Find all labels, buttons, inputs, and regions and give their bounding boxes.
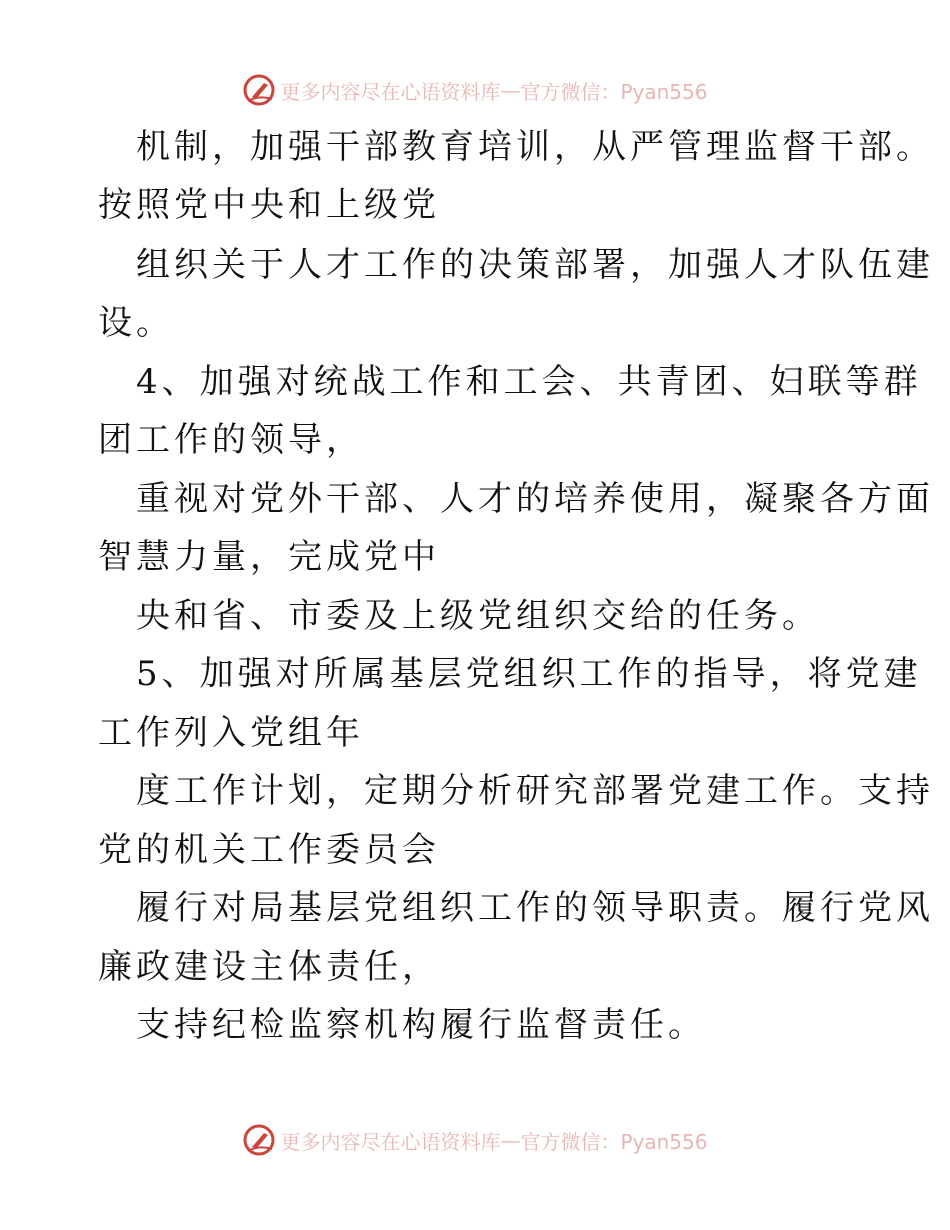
text-line: 5、加强对所属基层党组织工作的指导，将党建 — [136, 654, 922, 694]
text-line: 按照党中央和上级党 — [98, 185, 440, 225]
text-line: 组织关于人才工作的决策部署，加强人才队伍建 — [136, 245, 934, 285]
pen-logo-icon — [242, 73, 276, 107]
text-line: 团工作的领导， — [98, 420, 364, 460]
watermark-text: 更多内容尽在心语资料库 — [280, 1129, 501, 1154]
text-line: 央和省、市委及上级党组织交给的任务。 — [136, 596, 820, 636]
text-line: 度工作计划，定期分析研究部署党建工作。支持 — [136, 771, 934, 811]
watermark-wechat: 官方微信：Pyan556 — [520, 1129, 708, 1154]
text-line: 设。 — [98, 303, 174, 343]
text-line: 党的机关工作委员会 — [98, 830, 440, 870]
watermark-dash: — — [500, 78, 521, 102]
text-line: 4、加强对统战工作和工会、共青团、妇联等群 — [136, 362, 922, 402]
text-line: 廉政建设主体责任， — [98, 947, 440, 987]
text-line: 重视对党外干部、人才的培养使用，凝聚各方面 — [136, 479, 934, 519]
text-line: 智慧力量，完成党中 — [98, 537, 440, 577]
text-line: 工作列入党组年 — [98, 713, 364, 753]
watermark-text: 更多内容尽在心语资料库 — [280, 79, 501, 104]
text-line: 支持纪检监察机构履行监督责任。 — [136, 1005, 706, 1045]
text-line: 履行对局基层党组织工作的领导职责。履行党风 — [136, 888, 934, 928]
watermark-dash: — — [500, 1128, 521, 1152]
pen-logo-icon — [242, 1123, 276, 1157]
text-line: 机制，加强干部教育培训，从严管理监督干部。 — [136, 127, 934, 167]
header-watermark — [0, 70, 950, 110]
footer-watermark — [0, 1120, 950, 1160]
watermark-wechat: 官方微信：Pyan556 — [520, 79, 708, 104]
